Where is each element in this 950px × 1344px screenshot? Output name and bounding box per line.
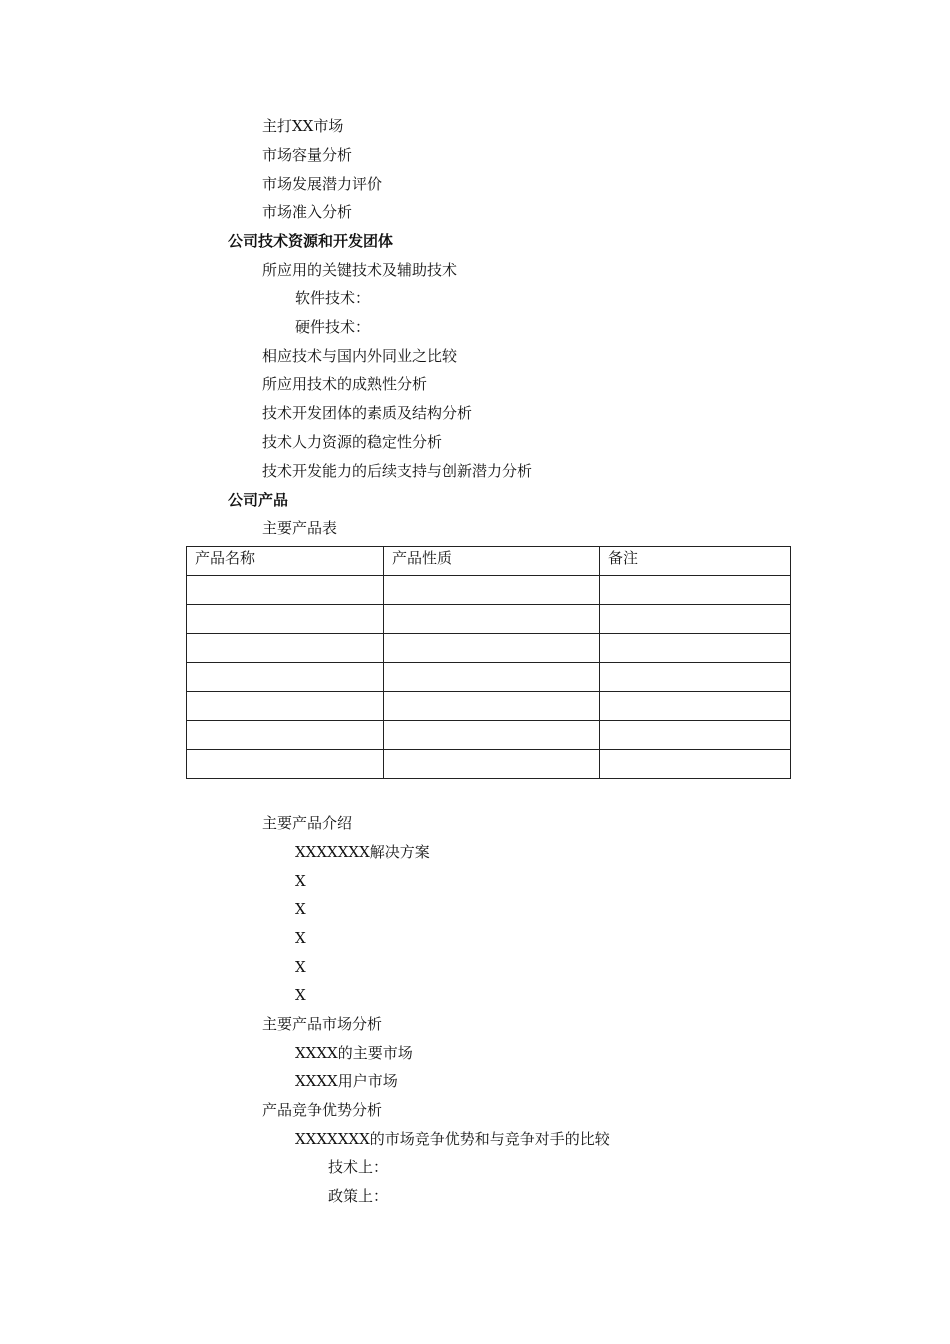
outline-item-market-access: 市场准入分析: [262, 203, 353, 221]
table-cell: [187, 605, 384, 634]
table-header-row: [187, 547, 791, 576]
table-cell: [600, 605, 791, 634]
table-cell: [187, 750, 384, 779]
table-cell: [187, 663, 384, 692]
table-row: [187, 605, 791, 634]
outline-subitem-solution: XXXXXXX解决方案: [295, 843, 430, 861]
table-cell: [384, 576, 600, 605]
outline-subitem-x: X: [295, 958, 306, 976]
table-header-cell: 备注: [600, 547, 791, 576]
table-cell: [187, 576, 384, 605]
outline-subitem-hardware: 硬件技术：: [295, 318, 371, 336]
outline-subitem-x: X: [295, 872, 306, 890]
outline-item-market-capacity: 市场容量分析: [262, 146, 353, 164]
table-row: [187, 634, 791, 663]
outline-item-innovation: 技术开发能力的后续支持与创新潜力分析: [262, 462, 533, 480]
outline-subsubitem-policy: 政策上：: [328, 1187, 389, 1205]
table-header-cell: 产品名称: [187, 547, 384, 576]
table-cell: [384, 721, 600, 750]
table-row: [187, 663, 791, 692]
table-cell: [384, 692, 600, 721]
outline-item-key-tech: 所应用的关键技术及辅助技术: [262, 261, 458, 279]
table-row: [187, 721, 791, 750]
table-cell: [187, 692, 384, 721]
outline-item-tech-compare: 相应技术与国内外同业之比较: [262, 347, 458, 365]
table-cell: [187, 721, 384, 750]
table-cell: [384, 634, 600, 663]
outline-item-team-quality: 技术开发团体的素质及结构分析: [262, 404, 473, 422]
products-table: [186, 546, 791, 779]
table-cell: [600, 663, 791, 692]
table-header-cell: 产品性质: [384, 547, 600, 576]
outline-item-market-main: 主打XX市场: [262, 117, 344, 135]
table-cell: [600, 576, 791, 605]
table-cell: [384, 750, 600, 779]
table-cell: [600, 750, 791, 779]
outline-subitem-software: 软件技术：: [295, 289, 371, 307]
table-cell: [600, 692, 791, 721]
outline-item-tech-maturity: 所应用技术的成熟性分析: [262, 375, 428, 393]
outline-subitem-x: X: [295, 986, 306, 1004]
outline-subsubitem-tech: 技术上：: [328, 1158, 389, 1176]
section-heading-products: 公司产品: [228, 491, 289, 509]
outline-subitem-x: X: [295, 929, 306, 947]
table-row: [187, 576, 791, 605]
outline-item-market-analysis: 主要产品市场分析: [262, 1015, 383, 1033]
table-cell: [600, 634, 791, 663]
table-cell: [384, 605, 600, 634]
outline-subitem-user-market: XXXX用户市场: [295, 1072, 398, 1090]
table-cell: [600, 721, 791, 750]
outline-item-intro: 主要产品介绍: [262, 814, 353, 832]
table-cell: [384, 663, 600, 692]
table-title: 主要产品表: [262, 519, 338, 537]
outline-subitem-compare: XXXXXXX的市场竞争优势和与竞争对手的比较: [295, 1130, 610, 1148]
table-cell: [187, 634, 384, 663]
outline-item-hr-stability: 技术人力资源的稳定性分析: [262, 433, 443, 451]
table-row: [187, 692, 791, 721]
outline-item-market-potential: 市场发展潜力评价: [262, 175, 383, 193]
table-row: [187, 750, 791, 779]
section-heading-tech: 公司技术资源和开发团体: [228, 232, 394, 250]
outline-item-advantage: 产品竞争优势分析: [262, 1101, 383, 1119]
outline-subitem-main-market: XXXX的主要市场: [295, 1044, 413, 1062]
outline-subitem-x: X: [295, 900, 306, 918]
